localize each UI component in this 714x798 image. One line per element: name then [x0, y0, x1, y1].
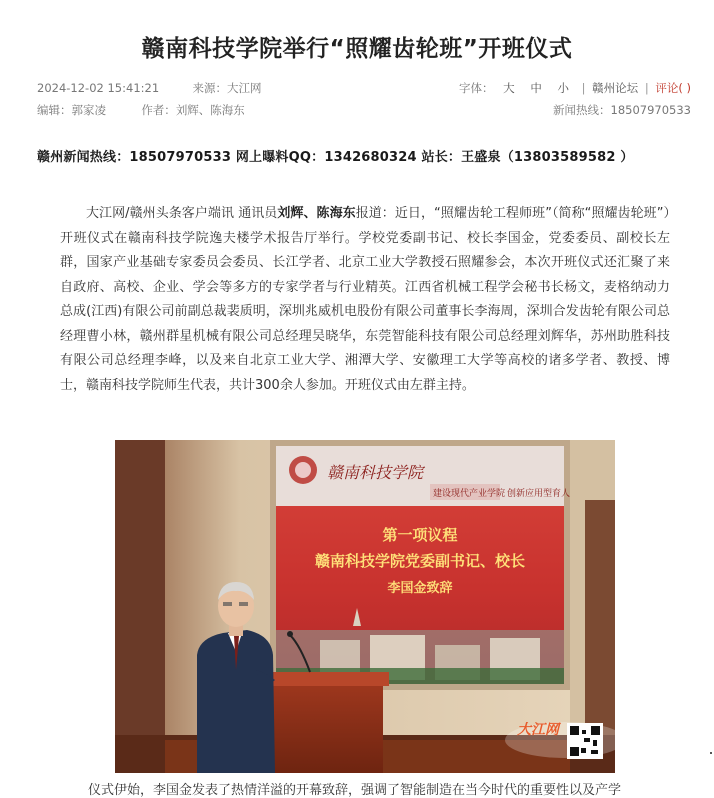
meta-row-1-left — [37, 80, 261, 96]
article-paragraph — [60, 202, 670, 398]
meta-row-1-right: 字体： 大 中 小 | 赣州论坛 | 评论( ) — [459, 81, 691, 95]
publish-datetime: 2024-12-02 15:41:21 — [37, 81, 160, 95]
screen-agenda-2: 赣南科技学院党委副书记、校长 — [314, 552, 526, 570]
forum-link[interactable]: 赣州论坛 — [592, 81, 639, 95]
screen-slogan-1: 建设现代产业学院 — [433, 489, 506, 499]
article-photo — [115, 440, 615, 773]
screen-agenda-3: 李国金致辞 — [387, 581, 453, 596]
para-intro: 大江网/赣州头条客户端讯 通讯员 — [86, 206, 278, 221]
comment-link[interactable] — [655, 81, 691, 95]
article-source: 来源：大江网 — [192, 81, 262, 95]
article-author-label: 作者： — [141, 103, 176, 117]
page-marker — [710, 752, 712, 754]
news-hotline: 新闻热线：18507970533 — [553, 103, 691, 117]
font-size-small-button[interactable]: 小 — [557, 81, 569, 95]
photo-watermark: 大江网 — [517, 722, 559, 738]
article-authors: 刘辉、陈海东 — [175, 103, 245, 117]
font-size-label: 字体： — [459, 81, 494, 95]
screen-school-name: 赣南科技学院 — [327, 463, 424, 482]
font-size-medium-button[interactable]: 中 — [530, 81, 542, 95]
para-reporters: 刘辉、陈海东 — [277, 206, 356, 221]
screen-agenda-1: 第一项议程 — [382, 526, 458, 544]
comment-count: ( ) — [678, 81, 691, 95]
article-editor: 编辑：郭家凌 — [37, 103, 106, 117]
comment-label: 评论 — [655, 81, 679, 95]
article-next-paragraph: 仪式伊始，李国金发表了热情洋溢的开幕致辞，强调了智能制造在当今时代的重要性以及产学 — [88, 783, 622, 798]
para-body: 报道：近日，“照耀齿轮工程师班”（简称“照耀齿轮班”）开班仪式在赣南科技学院逸夫楼学术报告厅举行。学校党委副书记、校长李国金，党委委员、副校长左群，国家产业基础专家委员会委员、长江学者、北京工业大学教授石照耀参会，本次开班仪式还汇聚了来自政府、高校、企业、学会等多方的专家学者与行业精英。江西省机械工程学会秘书长杨文，麦格纳动力总成(江西)有限公司前副总裁裴质明，深圳兆威机电股份有限公司董事长李海周，深圳合发齿轮有限公司总经理曹小林，赣州群星机械有限公司总经理吴晓华，东莞智能科技有限公司总经理刘辉华，苏州助胜科技有限公司总经理李峰，以及来自北京工业大学、湘潭大学、安徽理工大学等高校的诸多学者、教授、博士，赣南科技学院师生代表，共计300余人参加。开班仪式由左群主持。 — [60, 206, 670, 393]
screen-slogan-2: 创新应用型育人 — [507, 489, 571, 499]
article-title: 赣南科技学院举行“照耀齿轮班”开班仪式 — [141, 36, 573, 62]
meta-row-2-left — [37, 102, 245, 118]
hotline-bar: 赣州新闻热线：18507970533 网上曝料QQ：1342680324 站长：王盛泉（13803589582 ） — [37, 150, 634, 165]
font-size-large-button[interactable]: 大 — [503, 81, 515, 95]
photo-scene — [115, 440, 615, 773]
